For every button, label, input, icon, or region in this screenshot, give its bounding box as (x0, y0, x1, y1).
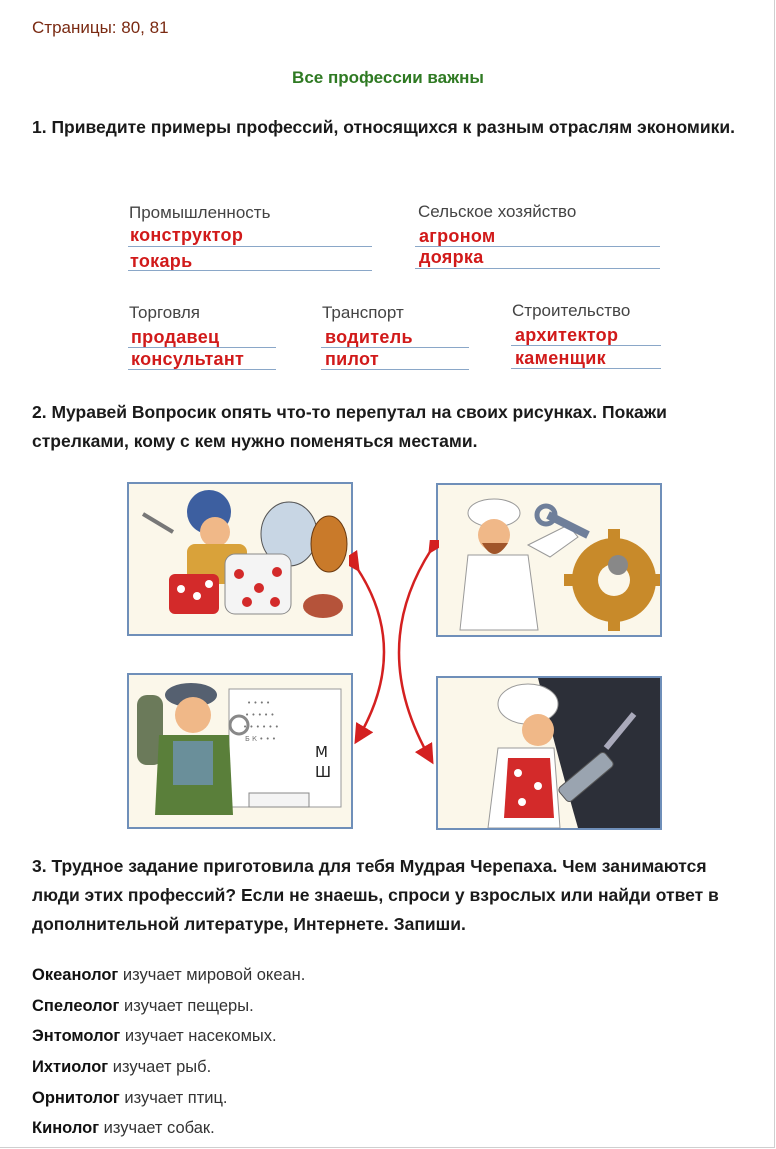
category-industry: Промышленность (129, 203, 271, 222)
category-construction: Строительство (512, 301, 631, 320)
answer-transport-1: водитель (325, 327, 413, 347)
category-transport: Транспорт (322, 303, 404, 322)
illustration-cook-drill (436, 676, 662, 830)
answer-line (415, 268, 660, 269)
answer-line (511, 345, 661, 346)
answer-line (128, 270, 372, 271)
answer-agriculture-1: агроном (419, 226, 496, 246)
arrow-cook-miner (357, 568, 384, 740)
svg-text:• • • • • •: • • • • • • (243, 723, 279, 731)
category-agriculture: Сельское хозяйство (418, 202, 577, 221)
answer-agriculture-2: доярка (419, 247, 484, 267)
arrow-doctor-cook (399, 550, 431, 760)
definition-item: Океанолог изучает мировой океан. (32, 966, 306, 984)
page-title: Все профессии важны (292, 68, 484, 87)
definition-item: Энтомолог изучает насекомых. (32, 1027, 277, 1045)
svg-text:• • • • •: • • • • • (245, 711, 275, 719)
illustration-cook-kitchen (127, 482, 353, 636)
task-2-text: 2. Муравей Вопросик опять что-то перепутал на своих рисунках. Покажи стрелками, кому с кем нужно поменяться местами. (32, 402, 667, 451)
task-3-text: 3. Трудное задание приготовила для тебя Мудрая Черепаха. Чем занимаются люди этих профессий? Если не знаешь, спроси у взрослых или найди ответ в дополнительной литературе, Интернете. Запиши. (32, 856, 719, 934)
eye-chart-letter-m: М (315, 743, 328, 761)
illustration-doctor-gears (436, 483, 662, 637)
definition-item: Ихтиолог изучает рыб. (32, 1058, 212, 1076)
illustration-miner-eyechart (127, 673, 353, 829)
answer-line (128, 369, 276, 370)
answer-trade-1: продавец (131, 327, 220, 347)
answer-line (321, 369, 469, 370)
definition-item: Кинолог изучает собак. (32, 1119, 215, 1137)
answer-industry-1: конструктор (130, 225, 244, 245)
answer-line (321, 347, 469, 348)
definition-item: Спелеолог изучает пещеры. (32, 997, 254, 1015)
answer-trade-2: консультант (131, 349, 245, 369)
swap-arrows (349, 540, 439, 770)
answer-line (511, 368, 661, 369)
task-1-text: 1. Приведите примеры профессий, относящихся к разным отраслям экономики. (32, 117, 736, 137)
eye-chart-letter-sh: Ш (315, 763, 332, 781)
answer-transport-2: пилот (325, 349, 379, 369)
pages-label: Страницы: 80, 81 (32, 18, 169, 37)
answer-construction-2: каменщик (515, 348, 606, 368)
answer-line (128, 347, 276, 348)
answer-construction-1: архитектор (515, 325, 619, 345)
svg-text:• • • •: • • • • (247, 699, 271, 707)
answer-industry-2: токарь (130, 251, 193, 271)
answer-line (128, 246, 372, 247)
category-trade: Торговля (129, 303, 201, 322)
svg-text:Б К • • •: Б К • • • (245, 735, 277, 743)
definition-item: Орнитолог изучает птиц. (32, 1089, 228, 1107)
